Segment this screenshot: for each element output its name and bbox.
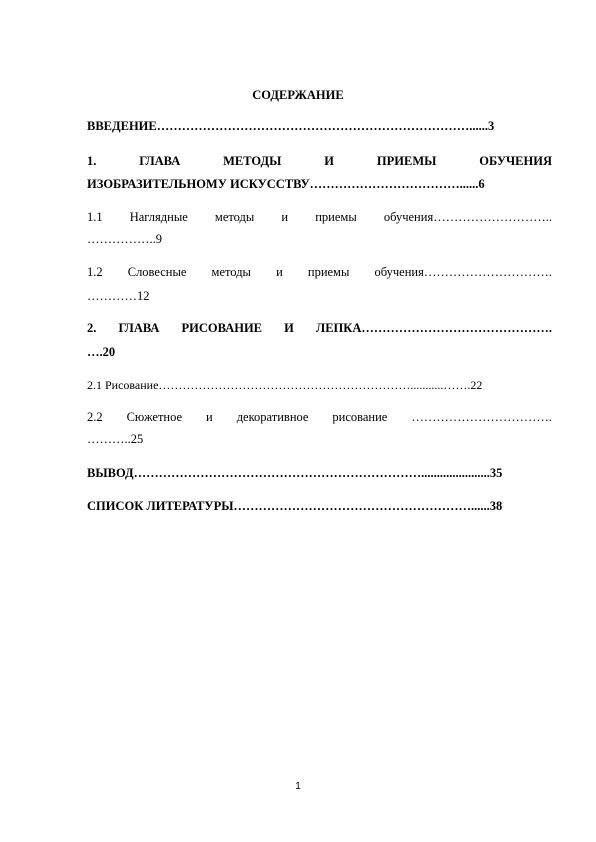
toc-word: приемы: [307, 265, 350, 279]
toc-entry-section-2-2-line2: ………..25: [87, 432, 144, 446]
toc-entry-section-1-2-line1: [87, 264, 552, 280]
toc-word: МЕТОДЫ: [223, 154, 282, 168]
toc-word: Сюжетное: [126, 410, 183, 424]
toc-word: методы: [211, 265, 251, 279]
toc-entry-section-2-1: 2.1 Рисование………………………………………………………...........…….22: [87, 378, 483, 392]
toc-word: рисование: [332, 410, 388, 424]
toc-word: 1.2: [87, 265, 103, 279]
toc-word: приемы: [315, 210, 357, 224]
page-number: 1: [295, 781, 301, 792]
toc-entry-chapter1-line1: [87, 153, 552, 169]
toc-word: декоративное: [236, 410, 309, 424]
toc-entry-intro: ВВЕДЕНИЕ…………………………………………………………………......3: [87, 119, 495, 133]
toc-entry-chapter2-line1: [87, 320, 552, 336]
toc-entry-chapter2-line2: ….20: [87, 345, 116, 359]
toc-word: ГЛАВА: [118, 321, 160, 335]
toc-entry-conclusion: ВЫВОД……………………………………………………………......................35: [87, 466, 503, 480]
toc-word: ПРИЕМЫ: [376, 154, 437, 168]
toc-word: обучения………………………….: [374, 265, 552, 279]
toc-word: 1.1: [87, 210, 103, 224]
toc-word: методы: [214, 210, 255, 224]
toc-word: Наглядные: [129, 210, 188, 224]
toc-word: РИСОВАНИЕ: [181, 321, 262, 335]
toc-word: и: [276, 265, 283, 279]
toc-word: ЛЕПКА……………………………………….: [315, 321, 552, 335]
toc-word: Словесные: [127, 265, 187, 279]
toc-word: 2.2: [87, 410, 103, 424]
toc-entry-section-1-2-line2: …………12: [87, 289, 150, 303]
toc-word: ОБУЧЕНИЯ: [479, 154, 552, 168]
toc-word: 1.: [87, 154, 97, 168]
toc-word: И: [284, 321, 294, 335]
toc-entry-section-2-2-line1: [87, 409, 552, 425]
toc-word: И: [324, 154, 335, 168]
toc-title: СОДЕРЖАНИЕ: [252, 88, 344, 102]
toc-word: обучения………………………..: [383, 210, 552, 224]
toc-entry-chapter1-line2: ИЗОБРАЗИТЕЛЬНОМУ ИСКУССТВУ………………………………......6: [87, 177, 485, 191]
toc-word: ГЛАВА: [139, 154, 181, 168]
toc-entry-references: СПИСОК ЛИТЕРАТУРЫ…………………………………………………......38: [87, 499, 503, 513]
toc-entry-section-1-1-line2: ……………..9: [87, 232, 162, 246]
toc-word: 2.: [87, 321, 97, 335]
toc-word: и: [281, 210, 289, 224]
toc-entry-section-1-1-line1: [87, 209, 552, 225]
toc-word: …………………………….: [411, 410, 552, 424]
toc-word: и: [206, 410, 213, 424]
